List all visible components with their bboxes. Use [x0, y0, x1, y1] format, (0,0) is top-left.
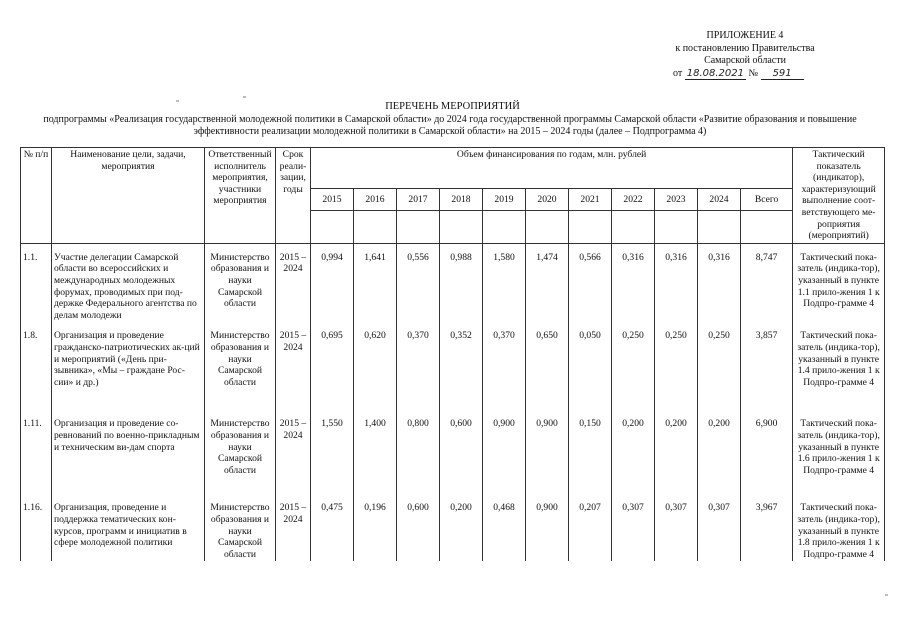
- row-funding-value: 1,474: [526, 243, 569, 322]
- year-header: 2017: [397, 189, 440, 211]
- row-funding-value: 0,620: [354, 322, 397, 410]
- scan-speck: [243, 96, 246, 98]
- order-number: 591: [761, 68, 804, 80]
- year-spacer-cell: [526, 210, 569, 243]
- row-funding-value: 0,207: [569, 494, 612, 561]
- row-funding-value: 1,580: [483, 243, 526, 322]
- activities-table: [20, 147, 885, 561]
- row-number: 1.16.: [21, 494, 52, 561]
- row-activity-name: Участие делегации Самарской области во всероссийских и международных молодежных форумах, проводимых при под-держке Федерального агентства по делам молодежи: [52, 243, 205, 322]
- appendix-title: ПРИЛОЖЕНИЕ 4: [706, 30, 784, 41]
- row-indicator: Тактический пока-затель (индика-тор), указанный в пункте 1.8 прило-жения 1 к Подпро-грамме 4: [793, 494, 885, 561]
- row-funding-value: 0,475: [311, 494, 354, 561]
- header-responsible: Ответственный исполнитель мероприятия, участники мероприятия: [205, 148, 276, 244]
- year-spacer-cell: [397, 210, 440, 243]
- year-header: 2024: [698, 189, 741, 211]
- row-funding-value: 0,200: [440, 494, 483, 561]
- year-spacer-cell: [311, 210, 354, 243]
- appendix-block: [640, 30, 850, 80]
- page-subtitle: подпрограммы «Реализация государственной молодежной политики в Самарской области» до 2024 года государственной программы Самарской области «Развитие образования и повышение эффективности реализации молодежной политики в Самарской области» на 2015 – 2024 годы (далее – Подпрограмма 4): [43, 114, 857, 137]
- year-header: 2021: [569, 189, 612, 211]
- year-spacer-cell: [569, 210, 612, 243]
- year-header: 2022: [612, 189, 655, 211]
- row-responsible: Министерство образования и науки Самарской области: [205, 322, 276, 410]
- order-number-label: №: [748, 67, 759, 79]
- year-header: 2015: [311, 189, 354, 211]
- year-spacer-cell: [655, 210, 698, 243]
- row-funding-value: 0,150: [569, 410, 612, 494]
- year-spacer-cell: [354, 210, 397, 243]
- row-number: 1.11.: [21, 410, 52, 494]
- table-row: [21, 494, 885, 561]
- row-activity-name: Организация и проведение гражданско-патриотических ак-ций и мероприятий («День при-зывника», «Мы – граждане Рос-сии» и др.): [52, 322, 205, 410]
- row-funding-value: 0,307: [698, 494, 741, 561]
- row-responsible: Министерство образования и науки Самарской области: [205, 243, 276, 322]
- row-funding-value: 0,566: [569, 243, 612, 322]
- row-number: 1.8.: [21, 322, 52, 410]
- row-funding-value: 0,370: [483, 322, 526, 410]
- row-funding-value: 8,747: [741, 243, 793, 322]
- table-row: [21, 243, 885, 322]
- row-activity-name: Организация, проведение и поддержка тематических кон-курсов, программ и инициатив в сфере молодежной политики: [52, 494, 205, 561]
- year-spacer-cell: [483, 210, 526, 243]
- row-funding-value: 0,050: [569, 322, 612, 410]
- row-funding-value: 0,250: [698, 322, 741, 410]
- row-responsible: Министерство образования и науки Самарской области: [205, 410, 276, 494]
- scan-speck: [176, 100, 179, 102]
- table-body: [21, 243, 885, 561]
- scan-speck: [885, 594, 888, 596]
- row-indicator: Тактический пока-затель (индика-тор), указанный в пункте 1.1 прило-жения 1 к Подпро-грамме 4: [793, 243, 885, 322]
- row-funding-value: 0,316: [698, 243, 741, 322]
- row-funding-value: 0,352: [440, 322, 483, 410]
- row-funding-value: 6,900: [741, 410, 793, 494]
- year-header: 2016: [354, 189, 397, 211]
- appendix-region: Самарской области: [704, 55, 786, 66]
- page-title: ПЕРЕЧЕНЬ МЕРОПРИЯТИЙ: [385, 101, 520, 112]
- row-period: 2015 – 2024: [276, 243, 311, 322]
- header-period: Срок реали-зации, годы: [276, 148, 311, 244]
- row-funding-value: 0,200: [655, 410, 698, 494]
- order-date: 18.08.2021: [686, 67, 745, 79]
- row-funding-value: 0,988: [440, 243, 483, 322]
- row-period: 2015 – 2024: [276, 410, 311, 494]
- row-funding-value: 0,600: [440, 410, 483, 494]
- row-funding-value: 0,316: [655, 243, 698, 322]
- row-funding-value: 1,641: [354, 243, 397, 322]
- year-header: 2019: [483, 189, 526, 211]
- row-period: 2015 – 2024: [276, 322, 311, 410]
- row-funding-value: 0,196: [354, 494, 397, 561]
- row-funding-value: 0,370: [397, 322, 440, 410]
- header-no: № п/п: [21, 148, 52, 244]
- row-number: 1.1.: [21, 243, 52, 322]
- year-spacer-cell: [741, 210, 793, 243]
- row-funding-value: 0,800: [397, 410, 440, 494]
- row-funding-value: 0,900: [526, 494, 569, 561]
- order-from-label: от: [673, 67, 683, 79]
- row-funding-value: 0,200: [612, 410, 655, 494]
- row-funding-value: 0,250: [655, 322, 698, 410]
- year-header: 2020: [526, 189, 569, 211]
- row-funding-value: 3,857: [741, 322, 793, 410]
- row-funding-value: 0,900: [526, 410, 569, 494]
- row-funding-value: 0,200: [698, 410, 741, 494]
- row-responsible: Министерство образования и науки Самарской области: [205, 494, 276, 561]
- row-funding-value: 1,400: [354, 410, 397, 494]
- header-indicator: Тактический показатель (индикатор), характеризующий выполнение соот-ветствующего ме-роприятия (мероприятий): [793, 148, 885, 244]
- row-funding-value: 3,967: [741, 494, 793, 561]
- year-header: Всего: [741, 189, 793, 211]
- table-row: [21, 322, 885, 410]
- row-funding-value: 0,307: [655, 494, 698, 561]
- row-funding-value: 1,550: [311, 410, 354, 494]
- row-indicator: Тактический пока-затель (индика-тор), указанный в пункте 1.6 прило-жения 1 к Подпро-грамме 4: [793, 410, 885, 494]
- row-funding-value: 0,316: [612, 243, 655, 322]
- row-period: 2015 – 2024: [276, 494, 311, 561]
- year-spacer-cell: [698, 210, 741, 243]
- year-spacer-cell: [440, 210, 483, 243]
- appendix-resolution: к постановлению Правительства: [675, 42, 815, 54]
- row-funding-value: 0,556: [397, 243, 440, 322]
- row-funding-value: 0,994: [311, 243, 354, 322]
- header-name: Наименование цели, задачи, мероприятия: [52, 148, 205, 244]
- row-funding-value: 0,650: [526, 322, 569, 410]
- table-row: [21, 410, 885, 494]
- year-header: 2018: [440, 189, 483, 211]
- year-spacer-cell: [612, 210, 655, 243]
- header-funding: Объем финансирования по годам, млн. рублей: [311, 148, 793, 189]
- row-funding-value: 0,468: [483, 494, 526, 561]
- row-indicator: Тактический пока-затель (индика-тор), указанный в пункте 1.4 прило-жения 1 к Подпро-грамме 4: [793, 322, 885, 410]
- row-funding-value: 0,250: [612, 322, 655, 410]
- row-funding-value: 0,307: [612, 494, 655, 561]
- appendix-order: [640, 68, 850, 81]
- row-funding-value: 0,900: [483, 410, 526, 494]
- row-funding-value: 0,600: [397, 494, 440, 561]
- year-header: 2023: [655, 189, 698, 211]
- row-activity-name: Организация и проведение со-ревнований по военно-прикладным и техническим ви-дам спорта: [52, 410, 205, 494]
- row-funding-value: 0,695: [311, 322, 354, 410]
